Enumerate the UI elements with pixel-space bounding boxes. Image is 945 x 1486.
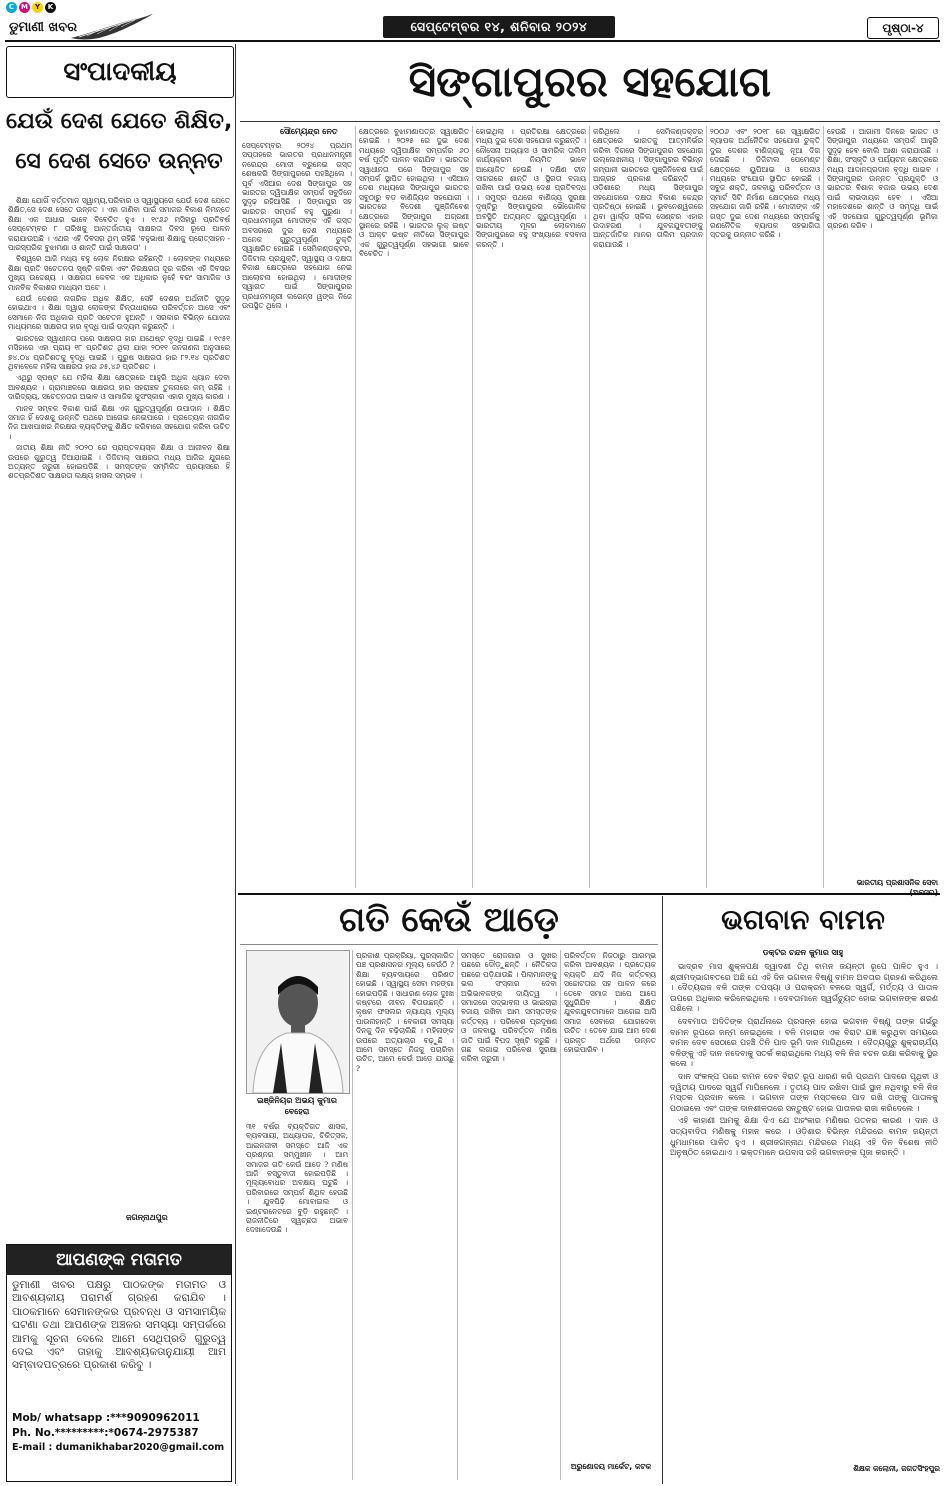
page-number-box <box>867 17 939 39</box>
editorial-body <box>8 196 230 1198</box>
vamana-byline: ଡକ୍ଟର ଚନ୍ଦନ କୁମାର ସାହୁ <box>762 948 844 957</box>
registration-dot-c: C <box>6 2 17 13</box>
section-rule <box>238 893 940 895</box>
headline-rule <box>240 121 940 122</box>
singapore-article <box>240 44 940 892</box>
vamana-paragraph: ଦାନ ସଂକଳ୍ପ ପରେ ବାମନ ଦେବ ବିରାଟ ରୂପ ଧାରଣ କରି ପ୍ରଥମ ପାଦରେ ପୃଥିବୀ ଓ ଦ୍ୱିତୀୟ ପାଦରେ ସ୍ୱର୍ଗ ମାପିନେଲେ । ତୃତୀୟ ପାଦ ରଖିବା ପାଇଁ ସ୍ଥାନ ନଥିବାରୁ ବଳି ନିଜ ମସ୍ତକ ପ୍ରଦାନ କଲେ । ଭଗବାନ ତାଙ୍କ ମସ୍ତକରେ ପାଦ ରଖି ତାଙ୍କୁ ପାତାଳକୁ ପଠାଇଲେ ଏବଂ ତାଙ୍କ ଦାନଶୀଳତାରେ ସନ୍ତୁଷ୍ଟ ହୋଇ ପାତାଳର ରାଜା କରିଦେଲେ । <box>670 1071 938 1113</box>
singapore-byline: ସୌମ୍ୟେନ୍ଦ୍ର ନେତ <box>280 127 338 136</box>
gati-column-4: ପରିବର୍ତ୍ତନ ନିଜଠାରୁ ଆରମ୍ଭ କରିବା ଆବଶ୍ୟକ । ପ୍ରତ୍ୟେକ ବ୍ୟକ୍ତି ଯଦି ନିଜ କର୍ତ୍ତବ୍ୟ ସଚ୍ଚୋଟତାର ସହ ପାଳନ କରେ ତେବେ ସମାଜ ଆପେ ଆପେ ସୁଧୁରିଯିବ । ଶିକ୍ଷିତ ଯୁବକଯୁବତୀମାନେ ଆଗେଇ ଆସି ସମାଜ ସେବାରେ ଯୋଗଦେବା ଉଚିତ । ତେବେ ଯାଇ ଆମ ଦେଶ ପ୍ରକୃତ ଅର୍ଥରେ ଉନ୍ନତ ହୋଇପାରିବ । <box>564 951 656 1055</box>
registration-marks <box>6 2 66 15</box>
opinion-box <box>6 1244 232 1482</box>
column-divider <box>823 126 824 888</box>
column-divider <box>352 950 353 1480</box>
masthead-bar <box>5 16 940 42</box>
author-photo <box>246 950 350 1094</box>
column-divider <box>706 126 707 888</box>
column-divider <box>355 126 356 888</box>
singapore-column-1: ସେପ୍ଟେମ୍ବର ୨୦୨୪ ପ୍ରଥମ ସପ୍ତାହରେ ଭାରତର ପ୍ରଧାନମନ୍ତ୍ରୀ ନରେନ୍ଦ୍ର ମୋଦୀ ବ୍ରୁନେଇ ଗସ୍ତ ଶେଷକରି ସିଙ୍ଗାପୁରରେ ପହଞ୍ଚିଥିଲେ । ପୂର୍ବ ଏସିଆର ଦେଶ ସିଙ୍ଗାପୁର ସହ ଭାରତର ଦ୍ୱିପାକ୍ଷିକ ସମ୍ପର୍କ ସବୁଦିନେ ସୁଦୃଢ଼ ରହିଆସିଛି । ସିଙ୍ଗାପୁର ସହ ଭାରତର ସମ୍ପର୍କ ବହୁ ପୁରୁଣା । ପ୍ରଧାନମନ୍ତ୍ରୀ ମୋଦୀଙ୍କ ଏହି ଗସ୍ତ ଅବସରରେ ଦୁଇ ଦେଶ ମଧ୍ୟରେ ଅନେକ ଗୁରୁତ୍ୱପୂର୍ଣ୍ଣ ଚୁକ୍ତି ସ୍ୱାକ୍ଷରିତ ହୋଇଛି । ସେମିକଣ୍ଡକ୍ଟର, ଡିଜିଟାଲ ପ୍ରଯୁକ୍ତି, ସ୍ୱାସ୍ଥ୍ୟ ଓ ଦକ୍ଷତା ବିକାଶ କ୍ଷେତ୍ରରେ ସହଯୋଗ ନେଇ ଆଲୋଚନା ହୋଇଥିଲା । ମୋଦୀଙ୍କ ସ୍ୱାଗତ ପାଇଁ ସିଙ୍ଗାପୁରର ପ୍ରଧାନମନ୍ତ୍ରୀ ଲରେନ୍ସ ୱଙ୍ଗ ନିଜେ ଉପସ୍ଥିତ ଥିଲେ । <box>242 141 352 310</box>
editorial-banner <box>6 46 234 98</box>
editorial-section <box>6 46 232 1482</box>
editorial-signature: ଜଗନ୍ନାଥପୁର <box>126 1213 168 1222</box>
editorial-paragraph: ଜାତୀୟ ଶିକ୍ଷା ନୀତି ୨୦୨୦ ରେ ପ୍ରାପ୍ତବୟସ୍କ ଶିକ୍ଷା ଓ ଆଜୀବନ ଶିକ୍ଷା ଉପରେ ଗୁରୁତ୍ୱ ଦିଆଯାଇଛି । ଡିଜିଟାଲ୍ ସାକ୍ଷରତା ମଧ୍ୟ ଆଜିର ଯୁଗରେ ଅତ୍ୟନ୍ତ ଜରୁରୀ ହୋଇପଡ଼ିଛି । ସମସ୍ତଙ୍କ ସମ୍ମିଳିତ ପ୍ରୟାସରେ ହିଁ ଶତପ୍ରତିଶତ ସାକ୍ଷରତା ଲକ୍ଷ୍ୟ ହାସଲ ସମ୍ଭବ । <box>8 443 230 481</box>
gati-headline: ଗତି କେଉଁ ଆଡ଼େ <box>339 900 559 940</box>
editorial-headline <box>6 102 232 182</box>
vamana-paragraph: ଦେବମାତା ଅଦିତିଙ୍କ ପ୍ରାର୍ଥନାରେ ପ୍ରସନ୍ନ ହୋଇ ଭଗବାନ ବିଷ୍ଣୁ ତାଙ୍କ ଗର୍ଭରୁ ବାମନ ରୂପରେ ଜନ୍ମ ନେଇଥିଲେ । ବଳି ମହାରାଜ ଏକ ବିରାଟ ଯଜ୍ଞ କରୁଥିବା ସମୟରେ ବାମନ ଦେବ ସେଠାରେ ପହଞ୍ଚି ତିନି ପାଦ ଭୂମି ଦାନ ମାଗିଥିଲେ । ଦୈତ୍ୟଗୁରୁ ଶୁକ୍ରାଚାର୍ଯ୍ୟ ବଳିଙ୍କୁ ଏହି ଦାନ ନଦେବାକୁ ସତର୍କ କରାଇଥିଲେ ମଧ୍ୟ ବଳି ନିଜ ବଚନ ରକ୍ଷା କରିବାକୁ ସ୍ଥିର କଲେ । <box>670 1016 938 1069</box>
column-divider <box>457 950 458 1480</box>
page-number: ପୃଷ୍ଠା-୪ <box>882 21 924 35</box>
singapore-column-6: ହେଉଛି । ଆଗାମୀ ଦିନରେ ଭାରତ ଓ ସିଙ୍ଗାପୁର ମଧ୍ୟରେ ସମ୍ପର୍କ ଆହୁରି ସୁଦୃଢ଼ ହେବ ବୋଲି ଆଶା କରାଯାଉଛି । ଶିକ୍ଷା, ସଂସ୍କୃତି ଓ ପର୍ଯ୍ୟଟନ କ୍ଷେତ୍ରରେ ମଧ୍ୟ ଆଦାନପ୍ରଦାନ ବୃଦ୍ଧି ପାଇବ । ସିଙ୍ଗାପୁରର ଉନ୍ନତ ପ୍ରଯୁକ୍ତି ଓ ଭାରତର ବିଶାଳ ବଜାର ଉଭୟ ଦେଶ ପାଇଁ ଲାଭଦାୟକ ହେବ । ଏସିଆ ମହାଦେଶରେ ଶାନ୍ତି ଓ ସମୃଦ୍ଧି ପାଇଁ ଏହି ସହଯୋଗ ଗୁରୁତ୍ୱପୂର୍ଣ୍ଣ ଭୂମିକା ଗ୍ରହଣ କରିବ । <box>827 127 938 231</box>
paper-name: ଡୁମାଣୀ ଖବର <box>9 20 77 35</box>
vamana-signature: ଶିକ୍ଷକ କଲୋନୀ, ଜଗତସିଂହପୁର <box>853 1464 940 1473</box>
gati-column-1: ୩୧ ବର୍ଷର ବ୍ୟକ୍ତିଗତ ଶାସକ, ବ୍ୟବସାୟୀ, ଅଧ୍ୟାପକ, ଚିକିତ୍ସକ, ଆଇନଜୀବୀ ସମସ୍ତେ ଆଜି ଏକ ପ୍ରଶ୍ନର ସମ୍ମୁଖୀନ । ଆମ ସମାଜର ଗତି କେଉଁ ଆଡ଼େ ? ମଣିଷ ଆଜି ବସ୍ତୁବାଦୀ ହୋଇପଡ଼ିଛି । ମୂଲ୍ୟବୋଧର ଅବକ୍ଷୟ ଘଟୁଛି । ପରିବାରରେ ସମ୍ପର୍କ ଶିଥିଳ ହେଉଛି । ଯୁବପିଢ଼ି ମୋବାଇଲ ଓ ଇଣ୍ଟରନେଟରେ ବୁଡ଼ି ରହୁଛନ୍ତି । ରାଜନୀତିରେ ସ୍ୱଚ୍ଛତା ଅଭାବ ଦେଖାଦେଉଛି । <box>246 1122 348 1235</box>
singapore-column-2: କ୍ଷେତ୍ରରେ ବୁଝାମଣାପତ୍ର ସ୍ୱାକ୍ଷରିତ ହୋଇଛି । ୨୦୨୫ ରେ ଦୁଇ ଦେଶ ମଧ୍ୟରେ ଦ୍ୱିପାକ୍ଷିକ ସମ୍ପର୍କର ୬୦ ବର୍ଷ ପୂର୍ତ୍ତି ପାଳନ କରାଯିବ । ଭାରତର ସ୍ୱାଧୀନତା ପରେ ସିଙ୍ଗାପୁର ସହ ସମ୍ପର୍କ ସ୍ଥାପିତ ହୋଇଥିଲା । ଏସିଆନ ଦେଶ ମଧ୍ୟରେ ସିଙ୍ଗାପୁର ଭାରତର ସବୁଠାରୁ ବଡ଼ ବାଣିଜ୍ୟିକ ସହଯୋଗୀ । ଭାରତରେ ବିଦେଶୀ ପୁଞ୍ଜିନିବେଶ କ୍ଷେତ୍ରରେ ସିଙ୍ଗାପୁର ଅଗ୍ରଣୀ ସ୍ଥାନରେ ରହିଛି । ଭାରତର ଲୁକ୍ ଇଷ୍ଟ ଓ ଆକ୍ଟ ଇଷ୍ଟ ନୀତିରେ ସିଙ୍ଗାପୁର ଏକ ଗୁରୁତ୍ୱପୂର୍ଣ୍ଣ ସହଭାଗୀ ଭାବେ ବିବେଚିତ । <box>359 127 469 259</box>
opinion-body: ଡୁମାଣୀ ଖବର ପକ୍ଷରୁ ପାଠକଙ୍କ ମତାମତ ଓ ଆବଶ୍ୟକୀୟ ପରାମର୍ଶ ଗ୍ରହଣ କରାଯିବ । ପାଠକମାନେ ସେମାନଙ୍କର ପ୍ରବନ୍ଧ ଓ ସମସାମୟିକ ଘଟଣା ତଥା ଆପଣଙ୍କ ଅଞ୍ଚଳର ସମସ୍ୟା ସମ୍ପର୍କରେ ଆମକୁ ସୂଚନା ଦେଲେ ଆମେ ସେଥିପ୍ରତି ଗୁରୁତ୍ୱ ଦେଇ ଏବଂ ତାହାକୁ ଆବଶ୍ୟକତାନୁଯାୟୀ ଆମ ସମ୍ବାଦପତ୍ରରେ ପ୍ରକାଶ କରିବୁ । <box>12 1279 226 1372</box>
headline-rule <box>240 944 658 945</box>
column-divider <box>662 896 663 1484</box>
singapore-column-4: କରିଥିଲେ । ସେମିକଣ୍ଡକ୍ଟର କ୍ଷେତ୍ରରେ ଭାରତକୁ ଆତ୍ମନିର୍ଭର କରିବା ଦିଗରେ ସିଙ୍ଗାପୁରର ସହଯୋଗ ଉଲ୍ଲେଖନୀୟ । ସିଙ୍ଗାପୁରର ବିଭିନ୍ନ କମ୍ପାନୀ ଭାରତରେ ପୁଞ୍ଜିନିବେଶ ପାଇଁ ଆଗ୍ରହ ପ୍ରକାଶ କରିଛନ୍ତି । ଓଡ଼ିଶାରେ ମଧ୍ୟ ସିଙ୍ଗାପୁର ସହଯୋଗରେ ଦକ୍ଷତା ବିକାଶ କେନ୍ଦ୍ର ପ୍ରତିଷ୍ଠା ହୋଇଛି । ଭୁବନେଶ୍ୱରରେ ଥିବା ୱାର୍ଲ୍ଡ ସ୍କିଲ ସେଣ୍ଟର ଏହାର ଉଦାହରଣ । ଯୁବକଯୁବତୀଙ୍କୁ ଆନ୍ତର୍ଜାତିକ ମାନର ତାଲିମ ପ୍ରଦାନ କରାଯାଉଛି । <box>593 127 703 249</box>
column-divider <box>560 950 561 1480</box>
editorial-paragraph: ଶିକ୍ଷା ଯୋଗିଁ ବର୍ତ୍ତମାନ ସ୍ୱାମ୍ୟ,ପରିବାର ଓ ସ୍ୱାସ୍ଥ୍ୟରେ ଯେଉଁ ଦେଶ ଯେତେ ଶିକ୍ଷିତ,ସେ ଦେଶ ସେତେ ଉନ୍ନତ । ଏହା ଜାଣିବା ପାଇଁ ସମାଜର ବିକାଶ ନିମନ୍ତେ ଶିକ୍ଷା ଏକ ଆଧାର ଭାବେ ବିବେଚିତ ହୁଏ । ୧୯୬୬ ମସିହାରୁ ପ୍ରତିବର୍ଷ ସେପ୍ଟେମ୍ବର ୮ ତାରିଖକୁ ଆନ୍ତର୍ଜାତୀୟ ସାକ୍ଷରତା ଦିବସ ରୂପେ ପାଳନ କରାଯାଉଅଛି । ଏଥର ଏହି ଦିବସର ଥିମ୍ ରହିଛି 'ବହୁଭାଷୀ ଶିକ୍ଷାକୁ ପ୍ରୋତ୍ସାହନ - ପାରସ୍ପରିକ ବୁଝାମଣା ଓ ଶାନ୍ତି ପାଇଁ ସାକ୍ଷରତା' । <box>8 196 230 253</box>
editorial-section-title: ସଂପାଦକୀୟ <box>63 57 177 87</box>
registration-dot-y: Y <box>32 2 43 13</box>
issue-date: ସେପ୍ଟେମ୍ବର ୧୪, ଶନିବାର ୨୦୨୪ <box>410 19 588 34</box>
editorial-paragraph: ଏଥିରୁ ସ୍ପଷ୍ଟ ଯେ ମହିଳା ଶିକ୍ଷା କ୍ଷେତ୍ରରେ ଆହୁରି ଅଧିକ ଧ୍ୟାନ ଦେବା ଆବଶ୍ୟକ । ଗ୍ରାମାଞ୍ଚଳରେ ସାକ୍ଷରତା ହାର ସହରାଞ୍ଚଳ ତୁଳନାରେ କମ୍ ରହିଛି । ଦାରିଦ୍ର୍ୟ, ସଚେତନତାର ଅଭାବ ଓ ସାମାଜିକ କୁସଂସ୍କାର ଏହାର ମୁଖ୍ୟ କାରଣ । <box>8 373 230 402</box>
registration-dot-m: M <box>19 2 30 13</box>
date-box <box>383 16 615 38</box>
column-divider <box>589 126 590 888</box>
gati-column-3: ସମସ୍ତେ ରୋଜଗାର ଓ ସୁଖର ପଛରେ ଦୌଡ଼ୁଛନ୍ତି । ନୈତିକତା ପଛରେ ପଡ଼ିଯାଉଛି । ପିଲାମାନଙ୍କୁ ଭଲ ସଂସ୍କାର ଦେବା ଅଭିଭାବକଙ୍କ ଦାୟିତ୍ୱ । ସମାଜରେ ସଦ୍ଭାବନା ଓ ଭାଇଚାରା ବଜାୟ ରଖିବା ଆମ ସମସ୍ତଙ୍କ କର୍ତ୍ତବ୍ୟ । ପରିବେଶ ପ୍ରଦୂଷଣ ଓ ଜଳବାୟୁ ପରିବର୍ତ୍ତନ ମଣିଷ ଜାତି ପାଇଁ ବିପଦ ସୃଷ୍ଟି କରୁଛି । ଗଛ ଲଗାଇ ପରିବେଶ ସୁରକ୍ଷା କରିବା ଜରୁରୀ । <box>461 951 557 1064</box>
quill-icon <box>69 12 155 42</box>
vamana-body <box>670 962 938 1460</box>
author-caption: ଇଞ୍ଜିନିୟର ଅଭୟ କୁମାର ବେହେରା <box>257 1096 337 1116</box>
editorial-headline-line1: ଯେଉଁ ଦେଶ ଯେତେ ଶିକ୍ଷିତ, <box>6 109 233 134</box>
opinion-mobile[interactable]: Mob/ whatsapp :***9090962011 <box>12 1412 200 1424</box>
editorial-paragraph: ଯେଉଁ ଦେଶର ନାଗରିକ ଅଧିକ ଶିକ୍ଷିତ, ସେହି ଦେଶର ଅର୍ଥନୀତି ସୁଦୃଢ଼ ହୋଇଥାଏ । ଶିକ୍ଷା ଦ୍ୱାରା ଲୋକଙ୍କ ଚିନ୍ତାଧାରାରେ ପରିବର୍ତ୍ତନ ଆସେ ଏବଂ ସେମାନେ ନିଜ ଅଧିକାର ପ୍ରତି ସଚେତନ ହୁଅନ୍ତି । ସରକାର ବିଭିନ୍ନ ଯୋଜନା ମାଧ୍ୟମରେ ସାକ୍ଷରତା ହାର ବୃଦ୍ଧି ପାଇଁ ଉଦ୍ୟମ କରୁଛନ୍ତି । <box>8 294 230 332</box>
gati-article <box>240 896 658 1482</box>
column-divider <box>472 126 473 888</box>
gati-column-2: ପ୍ରକାଶ ପ୍ରକ୍ରିୟା, ପୁରସ୍କାରିତ ପଞ୍ଚ ପ୍ରଶାସନର ମୂଲ୍ୟ କେଉଁଠି ? ଶିକ୍ଷା ବ୍ୟବସାୟରେ ପରିଣତ ହୋଇଛି । ସ୍ୱାସ୍ଥ୍ୟ ସେବା ମହଙ୍ଗା ହୋଇପଡ଼ିଛି । ସାଧାରଣ ଲୋକ ଦୁଃଖ କଷ୍ଟରେ ଜୀବନ ବିତାଉଛନ୍ତି । କୃଷକ ଫସଲର ନ୍ୟାଯ୍ୟ ମୂଲ୍ୟ ପାଉନାହାନ୍ତି । ବେକାରୀ ସମସ୍ୟା ଦିନକୁ ଦିନ ବଢ଼ିଚାଲିଛି । ମହିଳାଙ୍କ ଉପରେ ଅତ୍ୟାଚାର ବଢ଼ୁଛି । ଆମେ ସମସ୍ତେ ନିଜକୁ ପଚାରିବା ଉଚିତ, ଆମେ କେଉଁ ଆଡ଼େ ଯାଉଛୁ ? <box>356 951 454 1073</box>
vamana-paragraph: ଏହି କାହାଣୀ ଆମକୁ ଶିକ୍ଷା ଦିଏ ଯେ ଅହଂକାର ମଣିଷର ପତନର କାରଣ । ଦାନ ଓ ସତ୍ୟବାଦିତା ମଣିଷକୁ ମହାନ କରେ । ଓଡ଼ିଶାର ବିଭିନ୍ନ ମନ୍ଦିରରେ ବାମନ ଜୟନ୍ତୀ ଧୁମଧାମରେ ପାଳିତ ହୁଏ । ଶ୍ରୀଜଗନ୍ନାଥ ମନ୍ଦିରରେ ମଧ୍ୟ ଏହି ଦିନ ବିଶେଷ ନୀତି ଅନୁଷ୍ଠିତ ହୋଇଥାଏ । ଭକ୍ତମାନେ ଉପବାସ ରହି ଭଗବାନଙ୍କ ପୂଜା କରନ୍ତି । <box>670 1116 938 1158</box>
vamana-headline: ଭଗବାନ ବାମନ <box>721 903 885 936</box>
editorial-headline-line2: ସେ ଦେଶ ସେତେ ଉନ୍ନତ <box>15 149 223 174</box>
singapore-column-3: ହୋଇଥିଲା । ପ୍ରତିରକ୍ଷା କ୍ଷେତ୍ରରେ ମଧ୍ୟ ଦୁଇ ଦେଶ ସହଯୋଗ କରୁଛନ୍ତି । ନୌସେନା ଅଭ୍ୟାସ ଓ ସାମରିକ ତାଲିମ କାର୍ଯ୍ୟକ୍ରମ ନିୟମିତ ଭାବେ ଆୟୋଜିତ ହେଉଛି । ଦକ୍ଷିଣ ଚୀନ ସାଗରରେ ଶାନ୍ତି ଓ ସ୍ଥିରତା ବଜାୟ ରଖିବା ପାଇଁ ଉଭୟ ଦେଶ ପ୍ରତିବଦ୍ଧ । ସମୁଦ୍ର ପଥରେ ବାଣିଜ୍ୟ ସୁରକ୍ଷା ଦୃଷ୍ଟିରୁ ସିଙ୍ଗାପୁରର ଭୌଗୋଳିକ ଅବସ୍ଥିତି ଅତ୍ୟନ୍ତ ଗୁରୁତ୍ୱପୂର୍ଣ୍ଣ । ଭାରତୀୟ ମୂଳର ଲୋକମାନେ ସିଙ୍ଗାପୁରରେ ବହୁ ସଂଖ୍ୟାରେ ବସବାସ କରନ୍ତି । <box>476 127 586 249</box>
opinion-phone[interactable]: Ph. No.*********:*0674-2975387 <box>12 1427 199 1439</box>
editorial-paragraph: ବିଶ୍ୱରେ ଆଜି ମଧ୍ୟ ବହୁ ଲୋକ ନିରକ୍ଷର ରହିଛନ୍ତି । ଲୋକଙ୍କ ମଧ୍ୟରେ ଶିକ୍ଷା ପ୍ରତି ସଚେତନତା ସୃଷ୍ଟି କରିବା ଏବଂ ନିରକ୍ଷରତା ଦୂର କରିବା ଏହି ଦିବସର ମୁଖ୍ୟ ଉଦ୍ଦେଶ୍ୟ । ସାକ୍ଷରତା କେବଳ ଏକ ଅଧିକାର ନୁହେଁ ବରଂ ସାମାଜିକ ଓ ମାନବିକ ବିକାଶର ମାଧ୍ୟମ ଅଟେ । <box>8 254 230 292</box>
opinion-email[interactable]: E-mail : dumanikhabar2020@gmail.com <box>12 1442 225 1453</box>
vamana-paragraph: ଭାଦ୍ରବ ମାସ ଶୁକ୍ଳପକ୍ଷ ଦ୍ୱାଦଶୀ ତିଥି ବାମନ ଜୟନ୍ତୀ ରୂପେ ପାଳିତ ହୁଏ । ଶ୍ରୀମଦ୍ଭାଗବତରେ ଅଛି ଯେ ଏହି ଦିନ ଭଗବାନ ବିଷ୍ଣୁ ବାମନ ଅବତାର ଗ୍ରହଣ କରିଥିଲେ । ଦୈତ୍ୟରାଜ ବଳି ତାଙ୍କ ତପସ୍ୟା ଓ ପରାକ୍ରମ ବଳରେ ସ୍ୱର୍ଗ, ମର୍ତ୍ତ୍ୟ ଓ ପାତାଳ ଉପରେ ଅଧିକାର କରିନେଇଥିଲେ । ଦେବତାମାନେ ସ୍ୱର୍ଗଚ୍ୟୁତ ହୋଇ ଭଗବାନଙ୍କ ଶରଣ ପଶିଲେ । <box>670 962 938 1014</box>
singapore-column-5: ୨୦୦୬ ଏବଂ ୨୦୧୮ ରେ ସ୍ୱାକ୍ଷରିତ ବ୍ୟାପକ ଅର୍ଥନୈତିକ ସହଯୋଗ ଚୁକ୍ତି ଦୁଇ ଦେଶର ବାଣିଜ୍ୟକୁ ନୂଆ ଦିଗ ଦେଇଛି । ଡିଜିଟାଲ ପେମେଣ୍ଟ କ୍ଷେତ୍ରରେ ୟୁପିଆଇ ଓ ପେନାଓ ମଧ୍ୟରେ ସଂଯୋଗ ସ୍ଥାପିତ ହୋଇଛି । ସବୁଜ ଶକ୍ତି, ଜଳବାୟୁ ପରିବର୍ତ୍ତନ ଓ ସ୍ମାର୍ଟ ସିଟି ନିର୍ମାଣ କ୍ଷେତ୍ରରେ ମଧ୍ୟ ସହଯୋଗ ଜାରି ରହିଛି । ମୋଦୀଙ୍କ ଏହି ଗସ୍ତ ଦୁଇ ଦେଶ ମଧ୍ୟରେ ସମ୍ପର୍କକୁ ରଣନୈତିକ ବ୍ୟାପକ ସହଭାଗିତା ସ୍ତରକୁ ଉନ୍ନୀତ କରିଛି । <box>710 127 820 240</box>
singapore-headline: ସିଙ୍ଗାପୁରର ସହଯୋଗ <box>408 57 772 106</box>
column-divider <box>235 44 236 1484</box>
singapore-signature: ଭାରତୀୟ ପ୍ରଶାସନିକ ସେବା <box>856 878 938 887</box>
editorial-paragraph: ମାନବ ସମ୍ବଳ ବିକାଶ ପାଇଁ ଶିକ୍ଷା ଏକ ଗୁରୁତ୍ୱପୂର୍ଣ୍ଣ ଉପାଦାନ । ଶିକ୍ଷିତ ସମାଜ ହିଁ ଦେଶକୁ ଉନ୍ନତି ପଥରେ ଆଗେଇ ନେଇପାରେ । ପ୍ରତ୍ୟେକ ନାଗରିକ ନିଜ ଆଖପାଖର ନିରକ୍ଷର ବ୍ୟକ୍ତିଙ୍କୁ ଶିକ୍ଷିତ କରିବାରେ ସହଯୋଗ କରିବା ଉଚିତ । <box>8 403 230 441</box>
editorial-paragraph: ଭାରତରେ ସ୍ୱାଧୀନତା ପରେ ସାକ୍ଷରତା ହାର ଯଥେଷ୍ଟ ବୃଦ୍ଧି ପାଇଛି । ୧୯୫୧ ମସିହାରେ ଏହା ପ୍ରାୟ ୧୮ ପ୍ରତିଶତ ଥିଲା ଯାହା ୨୦୧୧ ଜନଗଣନା ଅନୁସାରେ ୭୪.୦୪ ପ୍ରତିଶତକୁ ବୃଦ୍ଧି ପାଇଛି । ପୁରୁଷ ସାକ୍ଷରତା ହାର ୮୨.୧୪ ପ୍ରତିଶତ ଥିବାବେଳେ ମହିଳା ସାକ୍ଷରତା ହାର ୬୫.୪୬ ପ୍ରତିଶତ । <box>8 333 230 371</box>
gati-signature: ଅରୁଣୋଦୟ ମାର୍କେଟ, କଟକ <box>570 1462 652 1471</box>
vamana-article <box>666 896 940 1482</box>
registration-dot-k: K <box>45 2 56 13</box>
opinion-title-bar: ଆପଣଙ୍କ ମତାମତ <box>7 1245 231 1275</box>
author-portrait-icon <box>247 951 349 1093</box>
